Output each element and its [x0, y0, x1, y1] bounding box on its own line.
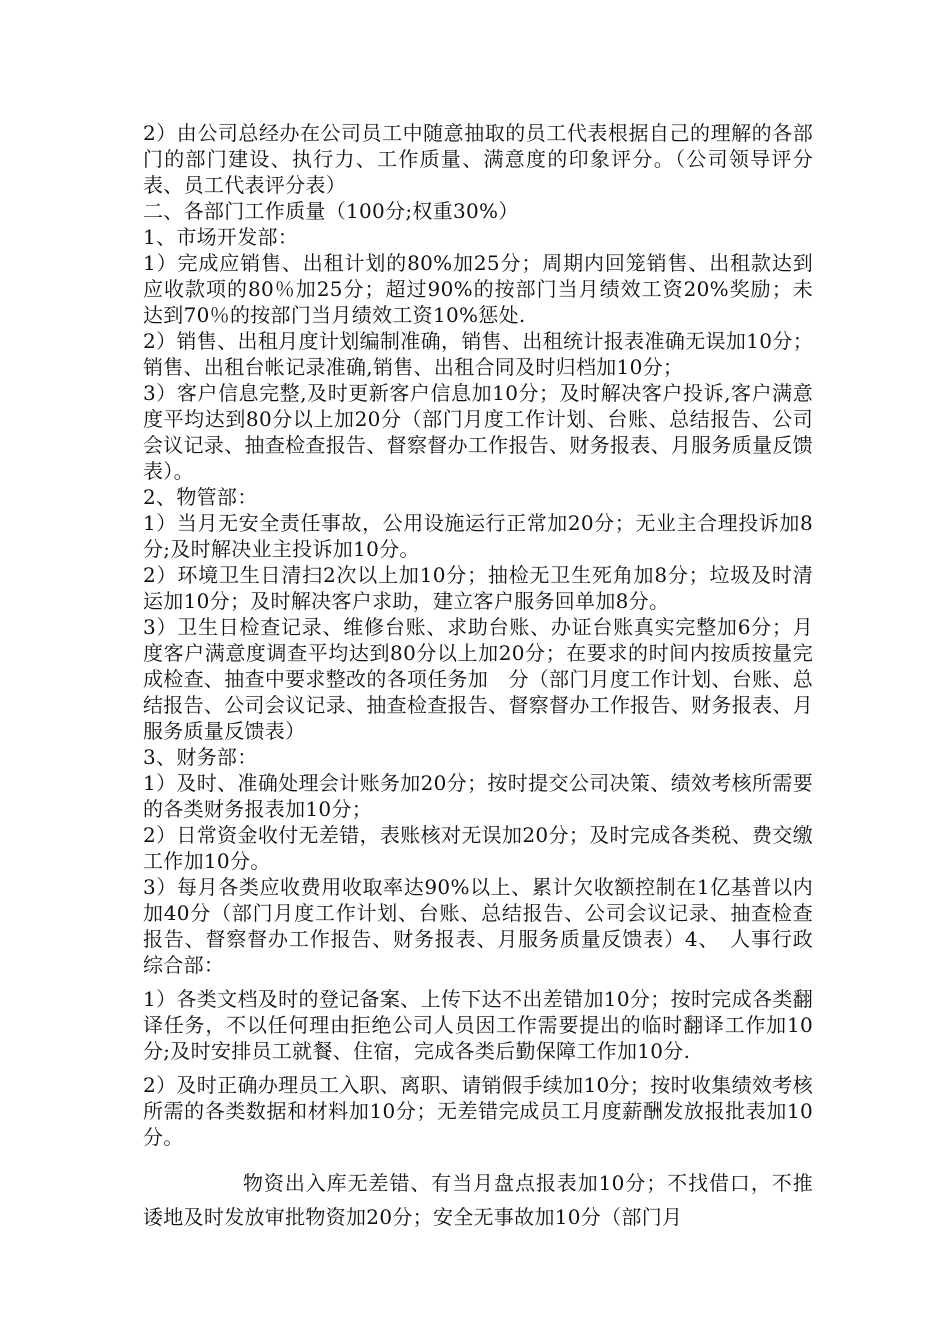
paragraph: 3）卫生日检查记录、维修台账、求助台账、办证台账真实完整加6分；月度客户满意度调查平均达到80分以上加20分；在要求的时间内按质按量完成检查、抽查中要求整改的各项任务加 分（部门月度工作计划、台账、总结报告、公司会议记录、抽查检查报告、督察督办工作报告、财务报表、月服务质量反馈表） — [143, 615, 813, 743]
indented-paragraph: 物资出入库无差错、有当月盘点报表加10分；不找借口，不推诿地及时发放审批物资加20分；安全无事故加10分（部门月 — [143, 1171, 813, 1229]
paragraph: 1）各类文档及时的登记备案、上传下达不出差错加10分；按时完成各类翻译任务，不以任何理由拒绝公司人员因工作需要提出的临时翻译工作加10分;及时安排员工就餐、住宿，完成各类后勤保障工作加10分. — [143, 987, 813, 1063]
subsection-heading: 1、市场开发部： — [143, 225, 299, 249]
paragraph: 2）销售、出租月度计划编制准确，销售、出租统计报表准确无误加10分；销售、出租台帐记录准确,销售、出租合同及时归档加10分； — [143, 329, 813, 379]
paragraph: 3）每月各类应收费用收取率达90%以上、累计欠收额控制在1亿基普以内加40分（部门月度工作计划、台账、总结报告、公司会议记录、抽查检查报告、督察督办工作报告、财务报表、月服务质量反馈表）4、 人事行政综合部： — [143, 875, 813, 977]
subsection-heading: 2、物管部： — [143, 485, 258, 509]
paragraph: 1）当月无安全责任事故，公用设施运行正常加20分；无业主合理投诉加8分;及时解决业主投诉加10分。 — [143, 511, 813, 561]
paragraph: 3）客户信息完整,及时更新客户信息加10分；及时解决客户投诉,客户满意度平均达到80分以上加20分（部门月度工作计划、台账、总结报告、公司会议记录、抽查检查报告、督察督办工作报告、财务报表、月服务质量反馈表）。 — [143, 381, 813, 483]
paragraph: 2）及时正确办理员工入职、离职、请销假手续加10分；按时收集绩效考核所需的各类数据和材料加10分；无差错完成员工月度薪酬发放报批表加10分。 — [143, 1073, 813, 1149]
paragraph: 1）及时、准确处理会计账务加20分；按时提交公司决策、绩效考核所需要的各类财务报表加10分； — [143, 771, 813, 821]
document-body — [143, 120, 813, 1234]
section-heading: 二、各部门工作质量（100分;权重30%） — [143, 199, 519, 223]
paragraph: 2）环境卫生日清扫2次以上加10分；抽检无卫生死角加8分；垃圾及时清运加10分；及时解决客户求助，建立客户服务回单加8分。 — [143, 563, 813, 613]
paragraph: 2）日常资金收付无差错，表账核对无误加20分；及时完成各类税、费交缴工作加10分。 — [143, 823, 813, 873]
paragraph: 1）完成应销售、出租计划的80%加25分；周期内回笼销售、出租款达到应收款项的80％加25分；超过90%的按部门当月绩效工资20%奖励；未达到70％的按部门当月绩效工资10%惩处. — [143, 251, 813, 327]
paragraph: 2）由公司总经办在公司员工中随意抽取的员工代表根据自己的理解的各部门的部门建设、执行力、工作质量、满意度的印象评分。（公司领导评分表、员工代表评分表） — [143, 121, 813, 197]
subsection-heading: 3、财务部： — [143, 745, 258, 769]
